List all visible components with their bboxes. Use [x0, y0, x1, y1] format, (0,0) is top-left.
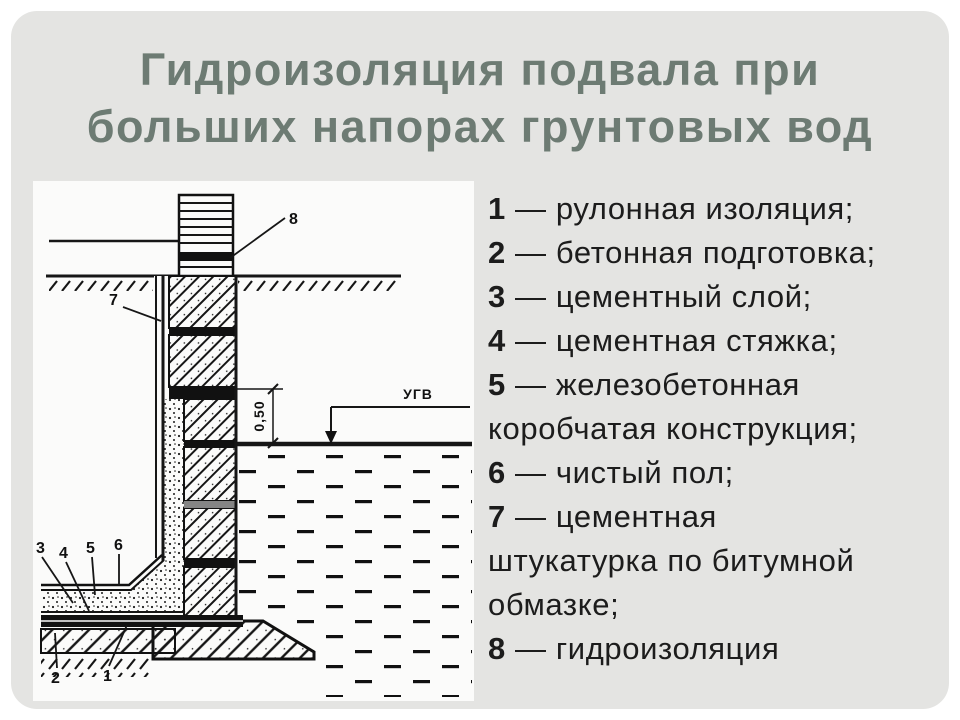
legend-item-number: 1 [488, 191, 506, 226]
legend-item-number: 8 [488, 631, 506, 666]
callout-5-label: 5 [86, 540, 95, 557]
callout-1-label: 1 [103, 668, 112, 685]
legend-line: 7 — цементная [488, 499, 717, 534]
callout-8-label: 8 [289, 211, 298, 228]
dimension-label: 0,50 [251, 400, 267, 432]
legend-line: штукатурка по битумной [488, 543, 855, 578]
callout-2-label: 2 [51, 670, 60, 687]
legend-item [488, 451, 958, 495]
legend-line: 2 — бетонная подготовка; [488, 235, 876, 270]
callout-3-label: 3 [36, 540, 45, 557]
legend-item-number: 6 [488, 455, 506, 490]
foundation-diagram-svg [33, 181, 474, 701]
groundwater-label: УГВ [403, 386, 433, 402]
page-title [11, 41, 949, 155]
diagram-panel [33, 181, 474, 701]
legend-item-number: 3 [488, 279, 506, 314]
callout-7-label: 7 [109, 292, 118, 309]
legend-item-number: 7 [488, 499, 506, 534]
legend-line: 3 — цементный слой; [488, 279, 812, 314]
legend-line: 1 — рулонная изоляция; [488, 191, 855, 226]
callout-6-label: 6 [114, 537, 123, 554]
slide-card [11, 11, 949, 709]
legend-item [488, 363, 958, 451]
legend-line: 4 — цементная стяжка; [488, 323, 838, 358]
legend-line: 5 — железобетонная [488, 367, 800, 402]
legend-item [488, 319, 958, 363]
legend-item [488, 495, 958, 627]
legend-line: обмазке; [488, 587, 620, 622]
brick-column [179, 195, 233, 276]
title-line-1: Гидроизоляция подвала при [139, 44, 821, 95]
legend-item [488, 275, 958, 319]
legend-line: 6 — чистый пол; [488, 455, 734, 490]
legend-item-number: 4 [488, 323, 506, 358]
legend-item [488, 627, 958, 671]
title-line-2: больших напорах грунтовых вод [86, 101, 874, 152]
legend-item [488, 187, 958, 231]
legend-item-number: 5 [488, 367, 506, 402]
callout-4-label: 4 [59, 545, 68, 562]
legend-item-number: 2 [488, 235, 506, 270]
legend-item [488, 231, 958, 275]
legend-list [488, 187, 958, 671]
concrete-prep-band [41, 629, 175, 653]
legend-line: коробчатая конструкция; [488, 411, 858, 446]
legend-line: 8 — гидроизоляция [488, 631, 780, 666]
